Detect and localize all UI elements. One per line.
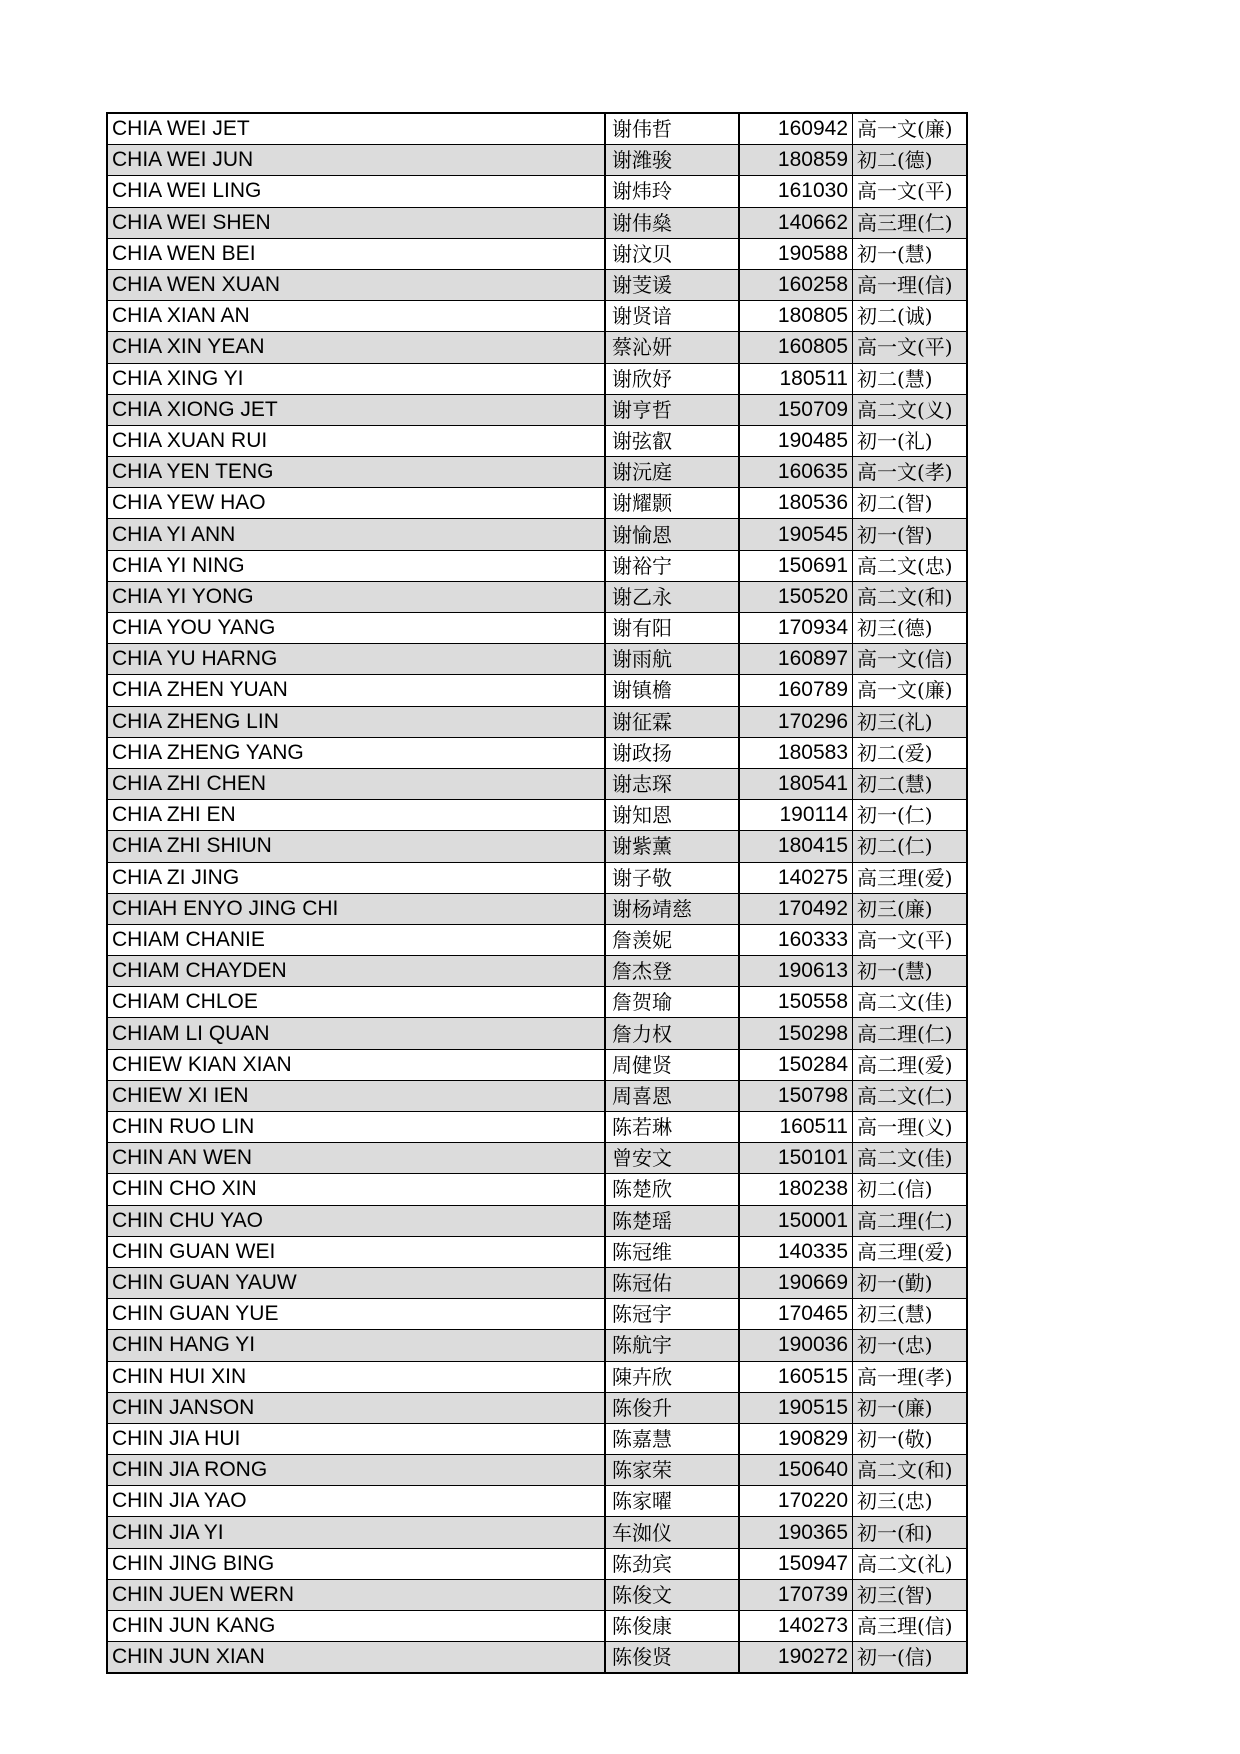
class-cell: 高三理(爱)	[853, 862, 968, 893]
student-id-cell: 160258	[739, 269, 853, 300]
chinese-name-cell: 谢弦叡	[605, 425, 739, 456]
chinese-name-cell: 陈嘉慧	[605, 1423, 739, 1454]
chinese-name-cell: 谢裕宁	[605, 550, 739, 581]
chinese-name-cell: 陈楚瑶	[605, 1205, 739, 1236]
student-name-cell: CHIEW XI IEN	[107, 1080, 605, 1111]
student-id-cell: 190545	[739, 519, 853, 550]
chinese-name-cell: 车洳仪	[605, 1517, 739, 1548]
student-id-cell: 170296	[739, 706, 853, 737]
table-row	[107, 1205, 967, 1236]
table-row	[107, 1143, 967, 1174]
table-row	[107, 1361, 967, 1392]
student-id-cell: 170739	[739, 1579, 853, 1610]
student-id-cell: 190485	[739, 425, 853, 456]
table-row	[107, 1236, 967, 1267]
student-name-cell: CHIN HUI XIN	[107, 1361, 605, 1392]
class-cell: 初二(智)	[853, 488, 968, 519]
student-id-cell: 150001	[739, 1205, 853, 1236]
table-row	[107, 706, 967, 737]
class-cell: 初二(仁)	[853, 831, 968, 862]
class-cell: 初一(忠)	[853, 1330, 968, 1361]
chinese-name-cell: 谢沅庭	[605, 457, 739, 488]
student-id-cell: 190036	[739, 1330, 853, 1361]
table-row	[107, 519, 967, 550]
student-id-cell: 190515	[739, 1392, 853, 1423]
student-id-cell: 150691	[739, 550, 853, 581]
class-cell: 初一(信)	[853, 1642, 968, 1674]
student-table	[106, 112, 968, 1674]
class-cell: 初二(慧)	[853, 363, 968, 394]
class-cell: 初一(廉)	[853, 1392, 968, 1423]
table-row	[107, 1642, 967, 1674]
class-cell: 初二(德)	[853, 145, 968, 176]
table-row	[107, 1330, 967, 1361]
student-name-cell: CHIA YI YONG	[107, 581, 605, 612]
chinese-name-cell: 谢政扬	[605, 737, 739, 768]
class-cell: 高一文(廉)	[853, 675, 968, 706]
student-id-cell: 160515	[739, 1361, 853, 1392]
chinese-name-cell: 陈冠维	[605, 1236, 739, 1267]
table-row	[107, 800, 967, 831]
student-name-cell: CHIN JANSON	[107, 1392, 605, 1423]
student-id-cell: 180238	[739, 1174, 853, 1205]
class-cell: 高一文(平)	[853, 924, 968, 955]
student-id-cell: 140335	[739, 1236, 853, 1267]
student-id-cell: 170492	[739, 893, 853, 924]
student-name-cell: CHIN JUEN WERN	[107, 1579, 605, 1610]
student-id-cell: 160511	[739, 1112, 853, 1143]
student-id-cell: 160942	[739, 113, 853, 145]
class-cell: 初三(礼)	[853, 706, 968, 737]
student-id-cell: 180536	[739, 488, 853, 519]
student-id-cell: 160333	[739, 924, 853, 955]
student-id-cell: 190669	[739, 1267, 853, 1298]
table-row	[107, 1548, 967, 1579]
table-row	[107, 1611, 967, 1642]
class-cell: 高一文(廉)	[853, 113, 968, 145]
student-name-cell: CHIA WEN XUAN	[107, 269, 605, 300]
student-id-cell: 150101	[739, 1143, 853, 1174]
student-id-cell: 160635	[739, 457, 853, 488]
table-row	[107, 831, 967, 862]
student-name-cell: CHIN GUAN WEI	[107, 1236, 605, 1267]
table-row	[107, 332, 967, 363]
chinese-name-cell: 谢雨航	[605, 644, 739, 675]
table-row	[107, 675, 967, 706]
student-id-cell: 170934	[739, 613, 853, 644]
chinese-name-cell: 谢伟哲	[605, 113, 739, 145]
student-name-cell: CHIA ZHI SHIUN	[107, 831, 605, 862]
table-row	[107, 613, 967, 644]
class-cell: 初一(仁)	[853, 800, 968, 831]
chinese-name-cell: 谢志琛	[605, 768, 739, 799]
table-row	[107, 425, 967, 456]
student-name-cell: CHIN HANG YI	[107, 1330, 605, 1361]
table-row	[107, 956, 967, 987]
class-cell: 初二(诚)	[853, 301, 968, 332]
student-id-cell: 160897	[739, 644, 853, 675]
table-row	[107, 1423, 967, 1454]
student-id-cell: 140275	[739, 862, 853, 893]
chinese-name-cell: 詹力权	[605, 1018, 739, 1049]
table-row	[107, 457, 967, 488]
student-name-cell: CHIAM CHANIE	[107, 924, 605, 955]
table-row	[107, 1455, 967, 1486]
class-cell: 初一(和)	[853, 1517, 968, 1548]
student-name-cell: CHIAM CHAYDEN	[107, 956, 605, 987]
chinese-name-cell: 陈俊文	[605, 1579, 739, 1610]
table-row	[107, 924, 967, 955]
student-name-cell: CHIN AN WEN	[107, 1143, 605, 1174]
student-name-cell: CHIN JIA YI	[107, 1517, 605, 1548]
student-id-cell: 150520	[739, 581, 853, 612]
class-cell: 高一理(义)	[853, 1112, 968, 1143]
class-cell: 初一(智)	[853, 519, 968, 550]
class-cell: 初三(智)	[853, 1579, 968, 1610]
student-name-cell: CHIA WEI JUN	[107, 145, 605, 176]
class-cell: 高一文(平)	[853, 176, 968, 207]
student-id-cell: 140273	[739, 1611, 853, 1642]
table-row	[107, 113, 967, 145]
chinese-name-cell: 谢欣妤	[605, 363, 739, 394]
student-name-cell: CHIAM LI QUAN	[107, 1018, 605, 1049]
chinese-name-cell: 陈劲宾	[605, 1548, 739, 1579]
table-row	[107, 1299, 967, 1330]
student-name-cell: CHIA YU HARNG	[107, 644, 605, 675]
chinese-name-cell: 陈若琳	[605, 1112, 739, 1143]
class-cell: 高二文(礼)	[853, 1548, 968, 1579]
class-cell: 初二(爱)	[853, 737, 968, 768]
class-cell: 高二理(爱)	[853, 1049, 968, 1080]
table-row	[107, 1018, 967, 1049]
student-id-cell: 150640	[739, 1455, 853, 1486]
class-cell: 初一(勤)	[853, 1267, 968, 1298]
student-name-cell: CHIN JIA RONG	[107, 1455, 605, 1486]
table-row	[107, 1049, 967, 1080]
class-cell: 高二文(和)	[853, 1455, 968, 1486]
student-id-cell: 150947	[739, 1548, 853, 1579]
table-row	[107, 644, 967, 675]
chinese-name-cell: 陈家曜	[605, 1486, 739, 1517]
table-row	[107, 145, 967, 176]
table-row	[107, 488, 967, 519]
student-name-cell: CHIA ZI JING	[107, 862, 605, 893]
student-name-cell: CHIA YI ANN	[107, 519, 605, 550]
student-name-cell: CHIA ZHENG LIN	[107, 706, 605, 737]
student-id-cell: 150558	[739, 987, 853, 1018]
class-cell: 高三理(爱)	[853, 1236, 968, 1267]
student-name-cell: CHIN CHO XIN	[107, 1174, 605, 1205]
class-cell: 高三理(信)	[853, 1611, 968, 1642]
student-id-cell: 190588	[739, 238, 853, 269]
student-id-cell: 190272	[739, 1642, 853, 1674]
class-cell: 初三(廉)	[853, 893, 968, 924]
student-name-cell: CHIN JIA HUI	[107, 1423, 605, 1454]
student-id-cell: 190613	[739, 956, 853, 987]
student-name-cell: CHIA YI NING	[107, 550, 605, 581]
class-cell: 高一文(信)	[853, 644, 968, 675]
student-id-cell: 180583	[739, 737, 853, 768]
table-row	[107, 238, 967, 269]
table-row	[107, 1517, 967, 1548]
class-cell: 高二文(佳)	[853, 987, 968, 1018]
student-name-cell: CHIA YEN TENG	[107, 457, 605, 488]
table-body	[107, 113, 967, 1673]
student-id-cell: 160805	[739, 332, 853, 363]
student-name-cell: CHIN JIA YAO	[107, 1486, 605, 1517]
student-name-cell: CHIA WEI SHEN	[107, 207, 605, 238]
class-cell: 初三(德)	[853, 613, 968, 644]
student-id-cell: 190365	[739, 1517, 853, 1548]
student-id-cell: 150298	[739, 1018, 853, 1049]
class-cell: 高一文(孝)	[853, 457, 968, 488]
chinese-name-cell: 陈楚欣	[605, 1174, 739, 1205]
table-row	[107, 1579, 967, 1610]
student-name-cell: CHIAM CHLOE	[107, 987, 605, 1018]
chinese-name-cell: 谢潍骏	[605, 145, 739, 176]
table-row	[107, 363, 967, 394]
chinese-name-cell: 周健贤	[605, 1049, 739, 1080]
class-cell: 高二理(仁)	[853, 1205, 968, 1236]
table-row	[107, 737, 967, 768]
table-row	[107, 581, 967, 612]
table-row	[107, 893, 967, 924]
chinese-name-cell: 谢子敬	[605, 862, 739, 893]
table-row	[107, 301, 967, 332]
student-name-cell: CHIA ZHI CHEN	[107, 768, 605, 799]
class-cell: 初三(慧)	[853, 1299, 968, 1330]
class-cell: 高二文(和)	[853, 581, 968, 612]
chinese-name-cell: 陳卉欣	[605, 1361, 739, 1392]
chinese-name-cell: 陈冠佑	[605, 1267, 739, 1298]
class-cell: 高二文(仁)	[853, 1080, 968, 1111]
student-id-cell: 180511	[739, 363, 853, 394]
table-row	[107, 550, 967, 581]
student-id-cell: 160789	[739, 675, 853, 706]
chinese-name-cell: 谢芰谖	[605, 269, 739, 300]
table-row	[107, 207, 967, 238]
class-cell: 高一文(平)	[853, 332, 968, 363]
chinese-name-cell: 谢知恩	[605, 800, 739, 831]
chinese-name-cell: 周喜恩	[605, 1080, 739, 1111]
student-name-cell: CHIA XUAN RUI	[107, 425, 605, 456]
student-name-cell: CHIN JING BING	[107, 1548, 605, 1579]
student-id-cell: 190114	[739, 800, 853, 831]
chinese-name-cell: 谢炜玲	[605, 176, 739, 207]
student-id-cell: 150709	[739, 394, 853, 425]
student-name-cell: CHIA XING YI	[107, 363, 605, 394]
student-id-cell: 180541	[739, 768, 853, 799]
chinese-name-cell: 谢杨靖慈	[605, 893, 739, 924]
table-row	[107, 1080, 967, 1111]
table-row	[107, 987, 967, 1018]
table-row	[107, 1392, 967, 1423]
student-name-cell: CHIN JUN KANG	[107, 1611, 605, 1642]
class-cell: 高二文(义)	[853, 394, 968, 425]
table-row	[107, 768, 967, 799]
student-id-cell: 140662	[739, 207, 853, 238]
chinese-name-cell: 谢有阳	[605, 613, 739, 644]
class-cell: 初一(敬)	[853, 1423, 968, 1454]
table-row	[107, 269, 967, 300]
chinese-name-cell: 陈家荣	[605, 1455, 739, 1486]
student-name-cell: CHIN RUO LIN	[107, 1112, 605, 1143]
student-name-cell: CHIA ZHENG YANG	[107, 737, 605, 768]
student-name-cell: CHIA YEW HAO	[107, 488, 605, 519]
student-name-cell: CHIA WEI LING	[107, 176, 605, 207]
student-id-cell: 161030	[739, 176, 853, 207]
student-id-cell: 180859	[739, 145, 853, 176]
chinese-name-cell: 谢乙永	[605, 581, 739, 612]
table-row	[107, 1486, 967, 1517]
class-cell: 高二理(仁)	[853, 1018, 968, 1049]
student-id-cell: 190829	[739, 1423, 853, 1454]
table-row	[107, 862, 967, 893]
student-name-cell: CHIA WEI JET	[107, 113, 605, 145]
student-id-cell: 170220	[739, 1486, 853, 1517]
student-name-cell: CHIN CHU YAO	[107, 1205, 605, 1236]
class-cell: 高三理(仁)	[853, 207, 968, 238]
chinese-name-cell: 谢汶贝	[605, 238, 739, 269]
student-name-cell: CHIA WEN BEI	[107, 238, 605, 269]
student-name-cell: CHIA ZHEN YUAN	[107, 675, 605, 706]
chinese-name-cell: 陈冠宇	[605, 1299, 739, 1330]
class-cell: 初二(信)	[853, 1174, 968, 1205]
student-name-cell: CHIEW KIAN XIAN	[107, 1049, 605, 1080]
chinese-name-cell: 谢耀颢	[605, 488, 739, 519]
student-id-cell: 170465	[739, 1299, 853, 1330]
chinese-name-cell: 詹杰登	[605, 956, 739, 987]
chinese-name-cell: 谢愉恩	[605, 519, 739, 550]
chinese-name-cell: 詹贺瑜	[605, 987, 739, 1018]
class-cell: 初一(慧)	[853, 956, 968, 987]
chinese-name-cell: 陈俊康	[605, 1611, 739, 1642]
chinese-name-cell: 谢亨哲	[605, 394, 739, 425]
chinese-name-cell: 谢紫薰	[605, 831, 739, 862]
student-name-cell: CHIN JUN XIAN	[107, 1642, 605, 1674]
chinese-name-cell: 谢镇檐	[605, 675, 739, 706]
class-cell: 初一(慧)	[853, 238, 968, 269]
student-name-cell: CHIN GUAN YAUW	[107, 1267, 605, 1298]
student-id-cell: 180805	[739, 301, 853, 332]
student-name-cell: CHIA XIONG JET	[107, 394, 605, 425]
class-cell: 初一(礼)	[853, 425, 968, 456]
student-name-cell: CHIAH ENYO JING CHI	[107, 893, 605, 924]
table-row	[107, 1174, 967, 1205]
student-id-cell: 150798	[739, 1080, 853, 1111]
student-name-cell: CHIA ZHI EN	[107, 800, 605, 831]
chinese-name-cell: 詹羡妮	[605, 924, 739, 955]
chinese-name-cell: 蔡沁妍	[605, 332, 739, 363]
class-cell: 初三(忠)	[853, 1486, 968, 1517]
table-row	[107, 394, 967, 425]
student-name-cell: CHIA YOU YANG	[107, 613, 605, 644]
student-id-cell: 150284	[739, 1049, 853, 1080]
student-name-cell: CHIA XIN YEAN	[107, 332, 605, 363]
class-cell: 高二文(佳)	[853, 1143, 968, 1174]
class-cell: 初二(慧)	[853, 768, 968, 799]
chinese-name-cell: 谢贤谙	[605, 301, 739, 332]
table-row	[107, 1267, 967, 1298]
chinese-name-cell: 陈俊升	[605, 1392, 739, 1423]
chinese-name-cell: 曾安文	[605, 1143, 739, 1174]
table-row	[107, 176, 967, 207]
chinese-name-cell: 谢伟燊	[605, 207, 739, 238]
chinese-name-cell: 谢征霖	[605, 706, 739, 737]
student-id-cell: 180415	[739, 831, 853, 862]
class-cell: 高一理(信)	[853, 269, 968, 300]
chinese-name-cell: 陈俊贤	[605, 1642, 739, 1674]
student-name-cell: CHIN GUAN YUE	[107, 1299, 605, 1330]
student-name-cell: CHIA XIAN AN	[107, 301, 605, 332]
class-cell: 高一理(孝)	[853, 1361, 968, 1392]
table-row	[107, 1112, 967, 1143]
class-cell: 高二文(忠)	[853, 550, 968, 581]
chinese-name-cell: 陈航宇	[605, 1330, 739, 1361]
